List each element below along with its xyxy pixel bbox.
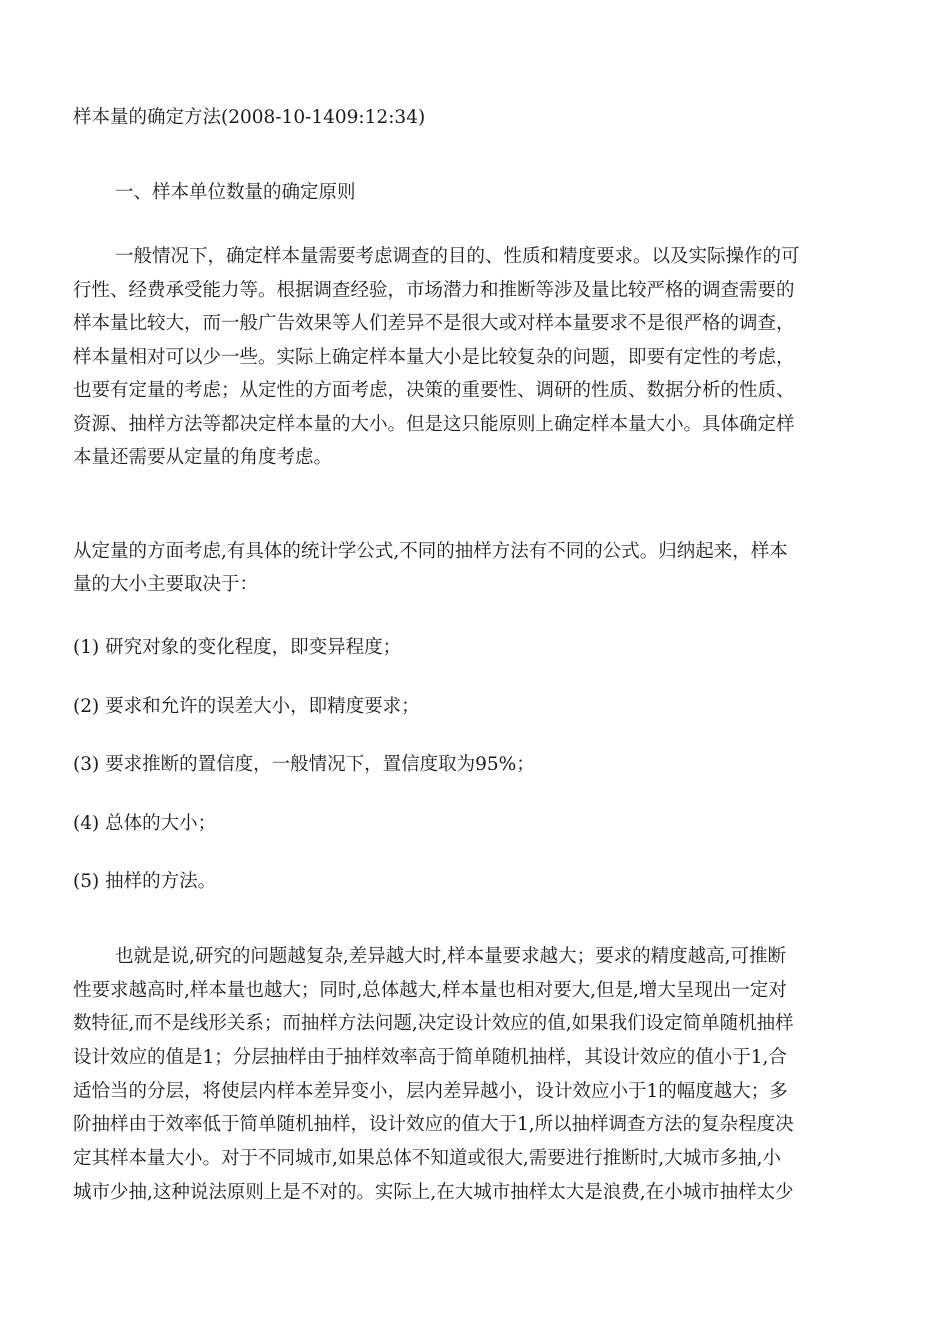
paragraph-line: 性要求越高时,样本量也越大；同时,总体越大,样本量也相对要大,但是,增大呈现出一定对 (73, 979, 787, 1001)
paragraph-line: 样本量比较大，而一般广告效果等人们差异不是很大或对样本量要求不是很严格的调查， (73, 313, 795, 334)
paragraph-line: 也要有定量的考虑；从定性的方面考虑，决策的重要性、调研的性质、数据分析的性质、 (73, 380, 795, 401)
paragraph-summary (73, 940, 881, 1210)
paragraph-line: 行性、经费承受能力等。根据调查经验，市场潜力和推断等涉及量比较严格的调查需要的 (73, 279, 795, 301)
paragraph-line: 设计效应的值是1；分层抽样由于抽样效率高于简单随机抽样，其设计效应的值小于1,合 (73, 1047, 787, 1069)
list-item: (2) 要求和允许的误差大小，即精度要求； (73, 695, 420, 717)
document-title: 样本量的确定方法(2008-10-1409:12:34) (73, 107, 426, 128)
list-item: (3) 要求推断的置信度，一般情况下，置信度取为95%； (73, 754, 535, 775)
paragraph-line: 从定量的方面考虑,有具体的统计学公式,不同的抽样方法有不同的公式。归纳起来，样本 (73, 541, 788, 562)
paragraph-line: 适恰当的分层，将使层内样本差异变小，层内差异越小，设计效应小于1的幅度越大；多 (73, 1080, 788, 1102)
paragraph-line: 阶抽样由于效率低于简单随机抽样，设计效应的值大于1,所以抽样调查方法的复杂程度决 (73, 1114, 794, 1136)
paragraph-quantitative (73, 535, 881, 601)
list-item: (5) 抽样的方法。 (73, 871, 217, 892)
paragraph-line: 本量还需要从定量的角度考虑。 (73, 447, 333, 468)
paragraph-line: 样本量相对可以少一些。实际上确定样本量大小是比较复杂的问题，即要有定性的考虑， (73, 346, 795, 368)
factor-list (73, 636, 535, 929)
paragraph-line: 城市少抽,这种说法原则上是不对的。实际上,在大城市抽样太大是浪费,在小城市抽样太少 (73, 1181, 794, 1203)
paragraph-line: 定其样本量大小。对于不同城市,如果总体不知道或很大,需要进行推断时,大城市多抽,小 (73, 1148, 782, 1170)
paragraph-line: 也就是说,研究的问题越复杂,差异越大时,样本量要求越大；要求的精度越高,可推断 (115, 946, 787, 967)
paragraph-line: 量的大小主要取决于： (73, 574, 259, 595)
paragraph-line: 数特征,而不是线形关系；而抽样方法问题,决定设计效应的值,如果我们设定简单随机抽样 (73, 1013, 794, 1035)
list-item: (4) 总体的大小； (73, 812, 217, 834)
paragraph-line: 资源、抽样方法等都决定样本量的大小。但是这只能原则上确定样本量大小。具体确定样 (73, 413, 795, 435)
paragraph-considerations (73, 240, 881, 475)
paragraph-line: 一般情况下，确定样本量需要考虑调查的目的、性质和精度要求。以及实际操作的可 (115, 246, 800, 267)
list-item: (1) 研究对象的变化程度，即变异程度； (73, 637, 402, 658)
section-heading: 一、样本单位数量的确定原则 (115, 182, 356, 203)
